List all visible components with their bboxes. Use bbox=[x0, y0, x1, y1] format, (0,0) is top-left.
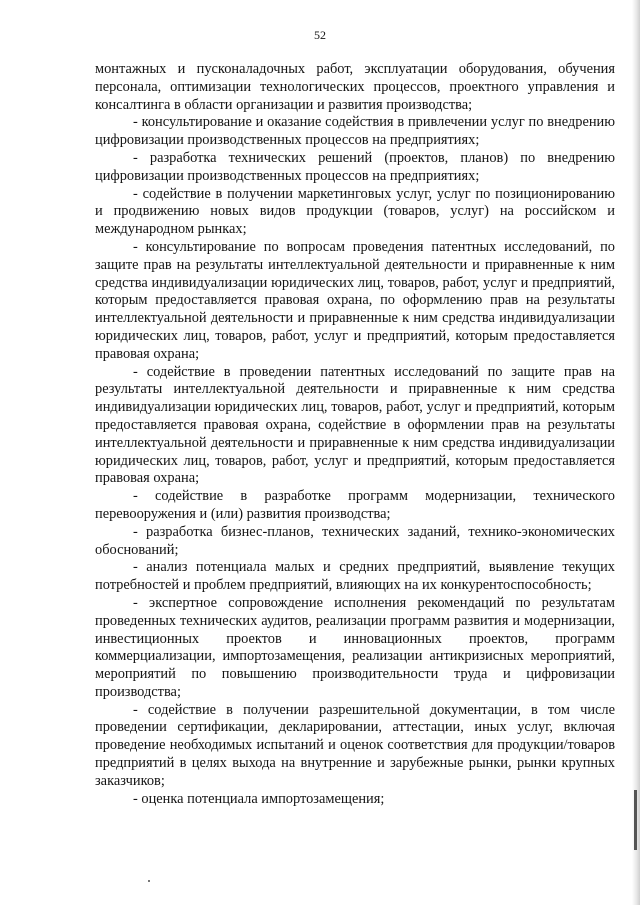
list-item: - содействие в проведении патентных исследований по защите прав на результаты интеллектуальной деятельности и приравненные к ним средства индивидуализации юридических лиц, товаров, работ, услуг и предприятий, которым предоставляется правовая охрана, содействие в оформлении прав на результаты интеллектуальной деятельности и приравненные к ним средства индивидуализации юридических лиц, товаров, работ, услуг и предприятий, которым предоставляется правовая охрана; bbox=[95, 363, 615, 487]
list-item: - консультирование и оказание содействия в привлечении услуг по внедрению цифровизации производственных процессов на предприятиях; bbox=[95, 114, 615, 149]
paragraph: монтажных и пусконаладочных работ, эксплуатации оборудования, обучения персонала, оптимизации технологических процессов, проектного управления и консалтинга в области организации и развития производства; bbox=[95, 61, 615, 113]
list-item: - содействие в разработке программ модернизации, технического перевооружения и (или) развития производства; bbox=[95, 488, 615, 522]
list-item: - разработка технических решений (проектов, планов) по внедрению цифровизации производственных процессов на предприятиях; bbox=[95, 149, 615, 184]
list-item: - консультирование по вопросам проведения патентных исследований, по защите прав на результаты интеллектуальной деятельности и приравненные к ним средства индивидуализации юридических лиц, товаров, работ, услуг и предприятий, которым предоставляется правовая охрана, по оформлению прав на результаты интеллектуальной деятельности и приравненные к ним средства индивидуализации юридических лиц, товаров, работ, услуг и предприятий, которым предоставляется правовая охрана; bbox=[95, 238, 615, 362]
list-item: - содействие в получении разрешительной документации, в том числе проведении сертификации, декларировании, аттестации, иных услуг, включая проведение необходимых испытаний и оценок соответствия для продукции/товаров предприятий в целях выхода на внутренние и зарубежные рынки, рынки крупных заказчиков; bbox=[95, 701, 615, 789]
list-item: - экспертное сопровождение исполнения рекомендаций по результатам проведенных технических аудитов, реализации программ развития и модернизации, инвестиционных проектов и инновационных проектов, программ коммерциализации, импортозамещения, реализации антикризисных мероприятий, мероприятий по повышению производительности труда и цифровизации производства; bbox=[95, 594, 615, 700]
scan-edge-mark bbox=[634, 790, 637, 850]
list-item: - содействие в получении маркетинговых услуг, услуг по позиционированию и продвижению новых видов продукции (товаров, услуг) на российском и международном рынках; bbox=[95, 185, 615, 238]
scan-speck bbox=[148, 880, 150, 882]
document-body bbox=[95, 61, 615, 808]
list-item: - разработка бизнес-планов, технических заданий, технико-экономических обоснований; bbox=[95, 523, 615, 558]
scan-edge-shadow bbox=[632, 0, 640, 905]
page-number: 52 bbox=[314, 28, 326, 42]
list-item: - оценка потенциала импортозамещения; bbox=[133, 790, 385, 807]
list-item: - анализ потенциала малых и средних предприятий, выявление текущих потребностей и проблем предприятий, влияющих на их конкурентоспособность; bbox=[95, 559, 615, 594]
